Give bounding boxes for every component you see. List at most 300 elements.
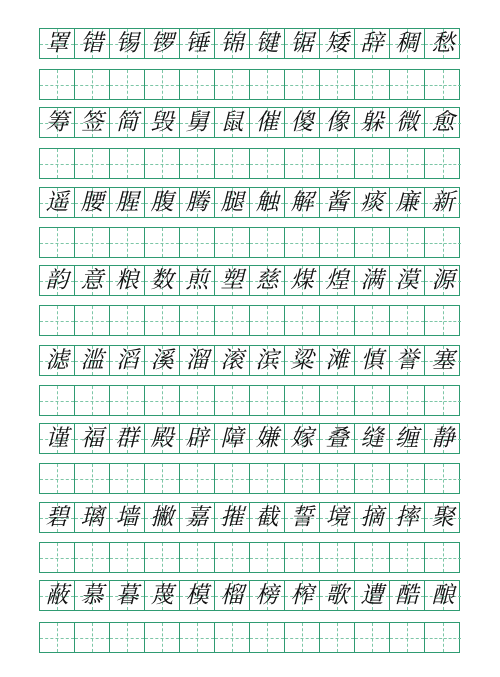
character-row [39,502,460,533]
grid-cell [250,543,285,572]
grid-cell [75,346,110,375]
grid-cell [180,306,215,335]
character: 遥 [45,189,69,215]
grid-cell [75,424,110,453]
character: 障 [220,425,244,451]
grid-cell [320,188,355,217]
grid-cell [355,306,390,335]
grid-cell [390,228,425,257]
grid-cell [110,149,145,178]
grid-cell [215,149,250,178]
character: 煎 [185,267,209,293]
character: 慕 [80,582,104,608]
grid-cell [250,149,285,178]
character: 催 [255,109,279,135]
character: 截 [255,504,279,530]
grid-cell [40,543,75,572]
character-row [39,423,460,454]
grid-cell [145,503,180,532]
grid-cell [390,70,425,99]
character: 毁 [150,109,174,135]
grid-cell [250,108,285,137]
character: 躲 [360,109,384,135]
character: 腿 [220,189,244,215]
grid-cell [40,108,75,137]
character: 模 [185,582,209,608]
grid-cell [75,306,110,335]
grid-cell [285,108,320,137]
character: 殿 [150,425,174,451]
character: 叠 [325,425,349,451]
grid-cell [390,306,425,335]
grid-cell [110,228,145,257]
character: 腹 [150,189,174,215]
character: 碧 [45,504,69,530]
character: 福 [80,425,104,451]
character: 塞 [431,347,455,373]
grid-cell [355,29,390,58]
grid-cell [75,188,110,217]
character: 缠 [395,425,419,451]
character: 罩 [45,30,69,56]
character: 错 [80,30,104,56]
grid-cell [285,228,320,257]
character: 签 [80,109,104,135]
character: 璃 [80,504,104,530]
grid-cell [110,464,145,493]
character: 锯 [290,30,314,56]
character: 静 [431,425,455,451]
grid-cell [285,386,320,415]
grid-cell [110,503,145,532]
character: 滥 [80,347,104,373]
grid-cell [250,623,285,652]
grid-cell [110,623,145,652]
grid-cell [215,503,250,532]
character-row [39,345,460,376]
character: 煌 [325,267,349,293]
grid-cell [145,228,180,257]
grid-cell [320,228,355,257]
grid-cell [145,70,180,99]
grid-cell [110,188,145,217]
grid-cell [285,346,320,375]
grid-cell [180,266,215,295]
grid-cell [180,70,215,99]
grid-cell [110,266,145,295]
character: 群 [115,425,139,451]
character: 傻 [290,109,314,135]
grid-cell [180,623,215,652]
grid-cell [250,581,285,610]
grid-cell [250,266,285,295]
character: 蔑 [150,582,174,608]
grid-cell [390,29,425,58]
grid-cell [180,149,215,178]
grid-cell [215,346,250,375]
grid-cell [110,29,145,58]
grid-cell [180,464,215,493]
grid-cell [355,543,390,572]
grid-cell [145,188,180,217]
grid-cell [75,581,110,610]
grid-cell [425,386,461,415]
grid-cell [215,623,250,652]
blank-practice-row [39,148,460,179]
grid-cell [145,543,180,572]
grid-cell [285,424,320,453]
grid-cell [110,70,145,99]
character: 新 [431,189,455,215]
grid-cell [180,424,215,453]
grid-cell [285,464,320,493]
grid-cell [145,581,180,610]
grid-cell [40,266,75,295]
character: 腰 [80,189,104,215]
grid-cell [425,623,461,652]
character-row [39,580,460,611]
character: 榴 [220,582,244,608]
character: 誉 [395,347,419,373]
grid-cell [390,424,425,453]
character: 矮 [325,30,349,56]
character: 锦 [220,30,244,56]
character: 键 [255,30,279,56]
grid-cell [180,503,215,532]
grid-cell [355,503,390,532]
grid-cell [75,70,110,99]
grid-cell [215,543,250,572]
grid-cell [40,623,75,652]
grid-cell [355,70,390,99]
character: 聚 [431,504,455,530]
character: 滩 [325,347,349,373]
grid-cell [75,108,110,137]
character: 粱 [290,347,314,373]
character: 慈 [255,267,279,293]
grid-cell [355,424,390,453]
grid-cell [145,306,180,335]
character: 暮 [115,582,139,608]
character: 愁 [431,30,455,56]
grid-cell [355,581,390,610]
grid-cell [320,386,355,415]
grid-cell [40,29,75,58]
blank-practice-row [39,385,460,416]
grid-cell [390,346,425,375]
character: 筹 [45,109,69,135]
grid-cell [390,503,425,532]
grid-cell [390,464,425,493]
grid-cell [110,543,145,572]
character: 粮 [115,267,139,293]
character: 溪 [150,347,174,373]
grid-cell [390,108,425,137]
character-row [39,28,460,59]
character: 简 [115,109,139,135]
grid-cell [75,228,110,257]
grid-cell [285,70,320,99]
grid-cell [285,188,320,217]
grid-cell [215,386,250,415]
character: 解 [290,189,314,215]
grid-cell [110,386,145,415]
character: 榜 [255,582,279,608]
character: 滔 [115,347,139,373]
grid-cell [75,266,110,295]
grid-cell [250,424,285,453]
character: 韵 [45,267,69,293]
grid-cell [40,386,75,415]
grid-cell [425,266,461,295]
character: 慎 [360,347,384,373]
grid-cell [110,306,145,335]
character: 遭 [360,582,384,608]
grid-cell [320,149,355,178]
grid-cell [215,29,250,58]
grid-cell [215,464,250,493]
grid-cell [425,188,461,217]
character: 源 [431,267,455,293]
grid-cell [320,424,355,453]
grid-cell [40,188,75,217]
grid-cell [180,346,215,375]
grid-cell [390,623,425,652]
grid-cell [110,346,145,375]
blank-practice-row [39,69,460,100]
grid-cell [425,543,461,572]
grid-cell [145,266,180,295]
grid-cell [425,306,461,335]
character: 漠 [395,267,419,293]
grid-cell [285,503,320,532]
grid-cell [215,581,250,610]
grid-cell [110,108,145,137]
grid-cell [110,581,145,610]
character: 誓 [290,504,314,530]
grid-cell [390,266,425,295]
character: 谨 [45,425,69,451]
character: 歌 [325,582,349,608]
blank-practice-row [39,463,460,494]
character: 滤 [45,347,69,373]
character: 摔 [395,504,419,530]
character: 数 [150,267,174,293]
character: 触 [255,189,279,215]
grid-cell [40,70,75,99]
grid-cell [215,70,250,99]
grid-cell [425,424,461,453]
grid-cell [355,149,390,178]
grid-cell [355,464,390,493]
grid-cell [145,346,180,375]
grid-cell [180,581,215,610]
grid-cell [320,266,355,295]
character: 墙 [115,504,139,530]
grid-cell [285,543,320,572]
grid-cell [320,543,355,572]
grid-cell [285,306,320,335]
grid-cell [145,29,180,58]
grid-cell [145,149,180,178]
character: 境 [325,504,349,530]
character: 辞 [360,30,384,56]
grid-cell [250,386,285,415]
grid-cell [320,503,355,532]
grid-cell [75,623,110,652]
blank-practice-row [39,542,460,573]
grid-cell [40,149,75,178]
character-row [39,187,460,218]
grid-cell [250,306,285,335]
character: 滚 [220,347,244,373]
grid-cell [215,188,250,217]
grid-cell [285,623,320,652]
grid-cell [180,228,215,257]
grid-cell [425,464,461,493]
character-row [39,265,460,296]
grid-cell [425,29,461,58]
grid-cell [285,29,320,58]
character: 缝 [360,425,384,451]
grid-cell [355,228,390,257]
grid-cell [320,306,355,335]
character: 榨 [290,582,314,608]
grid-cell [355,623,390,652]
grid-cell [145,108,180,137]
grid-cell [40,346,75,375]
grid-cell [355,386,390,415]
grid-cell [40,503,75,532]
character: 稠 [395,30,419,56]
grid-cell [355,266,390,295]
grid-cell [320,346,355,375]
grid-cell [40,581,75,610]
grid-cell [250,228,285,257]
character: 满 [360,267,384,293]
grid-cell [390,581,425,610]
grid-cell [390,188,425,217]
grid-cell [390,149,425,178]
grid-cell [180,543,215,572]
grid-cell [425,346,461,375]
grid-cell [425,581,461,610]
grid-cell [180,386,215,415]
grid-cell [215,108,250,137]
character: 廉 [395,189,419,215]
grid-cell [40,228,75,257]
character: 鼠 [220,109,244,135]
character: 滨 [255,347,279,373]
grid-cell [320,29,355,58]
grid-cell [110,424,145,453]
character: 摘 [360,504,384,530]
grid-cell [40,306,75,335]
grid-cell [250,70,285,99]
character: 摧 [220,504,244,530]
grid-cell [75,543,110,572]
grid-cell [180,29,215,58]
grid-cell [75,464,110,493]
character: 撇 [150,504,174,530]
character: 塑 [220,267,244,293]
grid-cell [425,70,461,99]
grid-cell [215,306,250,335]
character: 锣 [150,30,174,56]
grid-cell [145,386,180,415]
grid-cell [75,29,110,58]
character: 锤 [185,30,209,56]
grid-cell [355,108,390,137]
grid-cell [250,464,285,493]
grid-cell [285,266,320,295]
grid-cell [355,346,390,375]
character: 辟 [185,425,209,451]
character: 腾 [185,189,209,215]
blank-practice-row [39,305,460,336]
grid-cell [285,581,320,610]
character: 像 [325,109,349,135]
character: 嫁 [290,425,314,451]
grid-cell [285,149,320,178]
grid-cell [215,228,250,257]
character: 腥 [115,189,139,215]
grid-cell [40,424,75,453]
character: 酿 [431,582,455,608]
character: 酱 [325,189,349,215]
grid-cell [390,543,425,572]
blank-practice-row [39,227,460,258]
character-row [39,107,460,138]
grid-cell [250,188,285,217]
grid-cell [40,464,75,493]
character: 痰 [360,189,384,215]
grid-cell [320,464,355,493]
character: 嫌 [255,425,279,451]
blank-practice-row [39,622,460,653]
grid-cell [75,149,110,178]
grid-cell [320,70,355,99]
grid-cell [390,386,425,415]
grid-cell [145,424,180,453]
grid-cell [425,503,461,532]
grid-cell [75,503,110,532]
grid-cell [250,503,285,532]
grid-cell [425,149,461,178]
grid-cell [320,623,355,652]
character: 意 [80,267,104,293]
character: 舅 [185,109,209,135]
character: 溜 [185,347,209,373]
grid-cell [250,29,285,58]
character: 锡 [115,30,139,56]
grid-cell [145,623,180,652]
character: 嘉 [185,504,209,530]
grid-cell [355,188,390,217]
grid-cell [180,108,215,137]
grid-cell [250,346,285,375]
grid-cell [215,424,250,453]
grid-cell [320,108,355,137]
grid-cell [320,581,355,610]
grid-cell [75,386,110,415]
grid-cell [215,266,250,295]
character: 蔽 [45,582,69,608]
character: 酷 [395,582,419,608]
grid-cell [180,188,215,217]
grid-cell [425,228,461,257]
grid-cell [425,108,461,137]
